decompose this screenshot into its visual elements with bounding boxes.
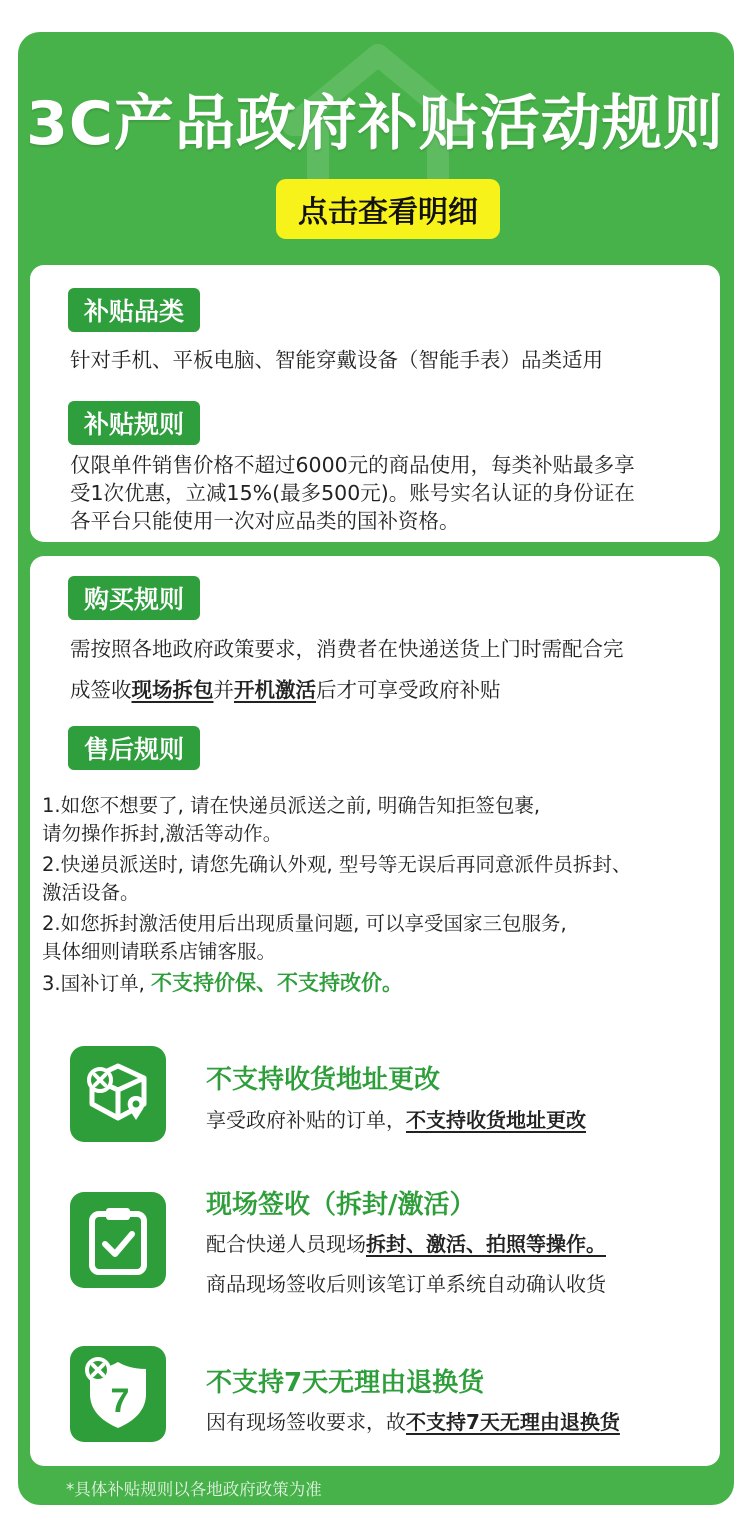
unbox-onsite-emphasis: 现场拆包 (131, 678, 214, 702)
feature-title: 不支持7天无理由退换货 (206, 1368, 485, 1398)
subsidy-rule-line: 各平台只能使用一次对应品类的国补资格。 (70, 509, 460, 533)
feature-text-plain: 因有现场签收要求，故 (206, 1410, 406, 1434)
view-details-button[interactable]: 点击查看明细 (276, 179, 500, 239)
subsidy-rule-line: 仅限单件销售价格不超过6000元的商品使用，每类补贴最多享 (70, 453, 635, 477)
after-sales-line: 2.快递员派送时, 请您先确认外观, 型号等无误后再同意派件员拆封、 (42, 853, 632, 876)
subsidy-category-tag: 补贴品类 (68, 288, 200, 332)
after-sales-tag: 售后规则 (68, 726, 200, 770)
feature-title: 不支持收货地址更改 (206, 1065, 441, 1095)
after-sales-text: 3.国补订单, (42, 972, 152, 995)
subsidy-info-card (30, 265, 720, 542)
subsidy-rule-tag: 补贴规则 (68, 401, 200, 445)
feature-text-emphasis: 拆封、激活、拍照等操作。 (366, 1232, 606, 1256)
feature-title: 现场签收（拆封/激活） (206, 1190, 476, 1220)
after-sales-line: 激活设备。 (42, 881, 140, 904)
box-location-icon (70, 1046, 166, 1142)
rules-card (30, 556, 720, 1466)
purchase-text: 后才可享受政府补贴 (316, 678, 501, 702)
feature-text-plain: 享受政府补贴的订单， (206, 1108, 406, 1132)
feature-text: 商品现场签收后则该笔订单系统自动确认收货 (206, 1272, 606, 1296)
purchase-text: 成签收 (70, 678, 132, 702)
after-sales-line (42, 970, 702, 998)
subsidy-rule-line: 受1次优惠，立减15%(最多500元)。账号实名认证的身份证在 (70, 481, 635, 505)
footnote: *具体补贴规则以各地政府政策为准 (66, 1480, 322, 1499)
shield-seven-icon (70, 1346, 166, 1442)
subsidy-category-text: 针对手机、平板电脑、智能穿戴设备（智能手表）品类适用 (70, 348, 603, 372)
power-on-activate-emphasis: 开机激活 (234, 678, 316, 702)
feature-text-emphasis: 不支持收货地址更改 (406, 1108, 586, 1132)
no-price-protection-emphasis: 不支持价保、不支持改价。 (151, 971, 404, 995)
page-title: 3C产品政府补贴活动规则 (26, 89, 724, 159)
feature-text (206, 1406, 620, 1435)
feature-text-emphasis: 不支持7天无理由退换货 (406, 1410, 620, 1434)
clipboard-check-icon (70, 1192, 166, 1288)
after-sales-line: 具体细则请联系店铺客服。 (42, 940, 277, 963)
feature-text (206, 1104, 586, 1133)
feature-text-plain: 配合快递人员现场 (206, 1232, 366, 1256)
after-sales-line: 请勿操作拆封,激活等动作。 (42, 822, 283, 845)
after-sales-line: 1.如您不想要了, 请在快递员派送之前, 明确告知拒签包裹, (42, 794, 541, 817)
after-sales-line: 2.如您拆封激活使用后出现质量问题, 可以享受国家三包服务, (42, 912, 567, 935)
purchase-text: 并 (213, 678, 234, 702)
purchase-rule-line (70, 675, 501, 705)
svg-text:7: 7 (110, 1382, 130, 1420)
purchase-rule-line: 需按照各地政府政策要求，消费者在快递送货上门时需配合完 (70, 637, 624, 661)
feature-text (206, 1228, 606, 1257)
purchase-rule-tag: 购买规则 (68, 576, 200, 620)
